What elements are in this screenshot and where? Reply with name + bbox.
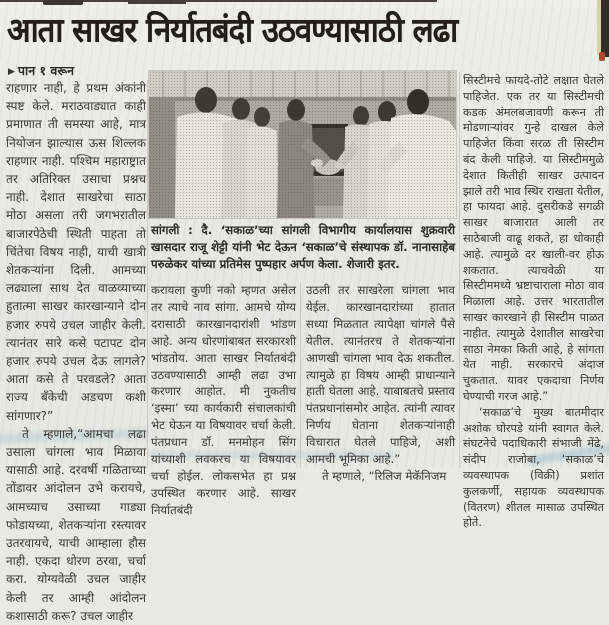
person-body bbox=[245, 126, 278, 218]
hand bbox=[311, 159, 323, 167]
column1-paragraph-1: राहणार नाही, हे प्रथम अंकांनी स्पष्ट केले. मराठवाड्यात काही प्रमाणात ती समस्या आहे, मात्र नियोजन झाल्यास ऊस शिल्लक राहणार नाही. पश्चिम महाराष्ट्रात तर अतिरिक्त उसाचा प्रश्नच नाही. देशात साखरेचा साठा मोठा असला तरी जगभरातील बाजारपेठेची स्थिती पाहता तो चिंतेचा विषय नाही, याची खात्री शेतकऱ्यांना दिली. आमच्या लढ्याला साथ देत वाळव्याच्या हुतात्मा साखर कारखान्याने दोन हजार रुपये उचल जाहीर केली. त्यानंतर सारे कसे पटापट दोन हजार रुपये उचल देऊ लागले? आता कसे ते परवडले? आता राज्य बँकेची अडचण कशी सांगणार?” bbox=[6, 81, 146, 423]
person-arm bbox=[377, 141, 407, 173]
person-head bbox=[378, 101, 396, 123]
garland bbox=[315, 159, 341, 175]
article-headline: आता साखर निर्यातबंदी उठवण्यासाठी लढा bbox=[7, 11, 458, 51]
photo-figures bbox=[149, 71, 456, 218]
person-head bbox=[232, 98, 250, 120]
column-gutter-rule bbox=[459, 72, 460, 468]
person-body-grey-shirt bbox=[277, 120, 315, 218]
column3-paragraph-1: उठली तर साखरेला चांगला भाव येईल. कारखानदारांच्या हातात सध्या मिळतात त्यापेक्षा चांगले पैसे येतील. त्यानंतरच ते शेतकऱ्यांना आणखी चांगला भाव देऊ शकतील. त्यामुळे हा विषय आम्ही प्राधान्याने हाती घेतला आहे. याबाबतचे प्रस्ताव पंतप्रधानांसमोर आहेत. त्यांनी त्यावर निर्णय घेताना शेतकऱ्यांनाही विचारात घेतले पाहिजे, अशी आमची भूमिका आहे.” bbox=[306, 283, 455, 467]
top-scan-ink-blob bbox=[43, 0, 83, 5]
framed-portrait bbox=[308, 124, 348, 176]
left-wall-shadow bbox=[149, 99, 175, 218]
triangle-arrow-icon: ▶ bbox=[8, 67, 15, 77]
article-column-1 bbox=[6, 79, 146, 625]
person-body-white-shirt bbox=[387, 114, 456, 218]
person-head bbox=[287, 99, 305, 121]
photo-backdrop bbox=[149, 71, 456, 218]
curtain-folds bbox=[163, 71, 449, 99]
article-column-2 bbox=[151, 282, 296, 519]
person-arm bbox=[337, 141, 359, 167]
person-head bbox=[353, 106, 369, 126]
person-arm bbox=[223, 131, 279, 173]
article-column-4 bbox=[463, 73, 604, 531]
top-scan-ink-blob-2 bbox=[128, 0, 186, 4]
column-gutter-rule bbox=[147, 80, 148, 468]
person-head bbox=[254, 107, 270, 127]
table bbox=[287, 172, 371, 206]
news-photo bbox=[149, 71, 456, 218]
kicker-label: पान १ वरून bbox=[17, 63, 75, 78]
article-column-3 bbox=[306, 282, 455, 485]
curtain-rod-shadow bbox=[149, 97, 456, 101]
column1-paragraph-2: ते म्हणाले,“आमचा लढा उसाला चांगला भाव मिळावा यासाठी आहे. दरवर्षी गळिताच्या तोंडावर आंदोलन उभे करायचे, आमच्याच उसाच्या गाड्या फोडायच्या, शेतकऱ्यांना रस्त्यावर उतरवायचे, याची आम्हाला हौस नाही. एकदा धोरण ठरवा, चर्चा करा. योग्यवेळी उचल जाहीर केली तर आम्ही आंदोलन कशासाठी करू? उचल जाहीर bbox=[6, 426, 146, 623]
curtain bbox=[149, 71, 456, 99]
column4-paragraph-2: ‘सकाळ’चे मुख्य बातमीदार अशोक घोरपडे यांनी स्वागत केले. संघटनेचे पदाधिकारी संभाजी मेंढे, संदीप राजोबा, ‘सकाळ’चे व्यवस्थापक (विक्री) प्रशांत कुलकर्णी, सहायक व्यवस्थापक (वितरण) शीतल मासाळ उपस्थित होते. bbox=[463, 405, 604, 530]
person-body-white-shirt bbox=[175, 112, 241, 218]
portrait-inner bbox=[312, 128, 344, 172]
person-body bbox=[367, 121, 406, 218]
column2-paragraph-1: करायला कुणी नको म्हणत असेल तर त्याचे नाव सांगा. आमचे योग्य दरासाठी कारखानदारांशी भांडण आहे. अन्य धोरणांबाबत सरकारशी भांडतोय. आता साखर निर्यातबंदी उठवण्यासाठी आम्ही लढा उभा करणार आहोत. मी नुकतीच ‘इस्मा’ च्या कार्यकारी संचालकांची भेट घेऊन या विषयावर चर्चा केली. पंतप्रधान डॉ. मनमोहन सिंग यांच्याशी लवकरच या विषयावर चर्चा होईल. लोकसभेत हा प्रश्न उपस्थित करणार आहे. साखर निर्यातबंदी bbox=[151, 283, 296, 517]
table-top bbox=[287, 172, 371, 178]
person-arm-extended bbox=[301, 137, 331, 167]
hand bbox=[335, 161, 347, 169]
column-gutter-rule bbox=[300, 283, 301, 468]
column3-paragraph-2: ते म्हणाले, “रिलिज मेकॅनिजम bbox=[322, 468, 447, 483]
person-head bbox=[407, 89, 429, 115]
person-body bbox=[343, 124, 378, 218]
person-body bbox=[221, 119, 261, 218]
continued-from-kicker bbox=[8, 62, 74, 79]
column4-paragraph-1: सिस्टीमचे फायदे-तोटे लक्षात घेतले पाहिजेत. एक तर या सिस्टीमची कडक अंमलबजावणी करून ती मोडणाऱ्यांवर गुन्हे दाखल केले पाहिजेत किंवा सरळ ती सिस्टीम बंद केली पाहिजे. या सिस्टीममुळे देशात कितीही साखर उत्पादन झाले तरी भाव स्थिर राखता येतील, हा फायदा आहे. दुसरीकडे सगळी साखर बाजारात आली तर साठेबाजी वाढू शकते, हा धोकाही आहे. त्यामुळे दर खाली-वर होऊ शकतात. त्याचवेळी या सिस्टीममध्ये भ्रष्टाचाराला मोठा वाव मिळाला आहे. उत्तर भारतातील साखर कारखाने ही सिस्टीम पाळत नाहीत. त्यामुळे देशातील साखरेचा साठा नेमका किती आहे, हे सांगता येत नाही. सरकारचे अंदाज चुकतात. यावर एकदाचा निर्णय घेण्याची गरज आहे.” bbox=[463, 74, 604, 403]
photo-caption: सांगली : दै. ‘सकाळ’च्या सांगली विभागीय कार्यालयास शुक्रवारी खासदार राजू शेट्टी यांनी भेट देऊन ‘सकाळ’चे संस्थापक डॉ. नानासाहेब परुळेकर यांच्या प्रतिमेस पुष्पहार अर्पण केला. शेजारी इतर. bbox=[151, 223, 455, 271]
person-head bbox=[195, 87, 217, 113]
